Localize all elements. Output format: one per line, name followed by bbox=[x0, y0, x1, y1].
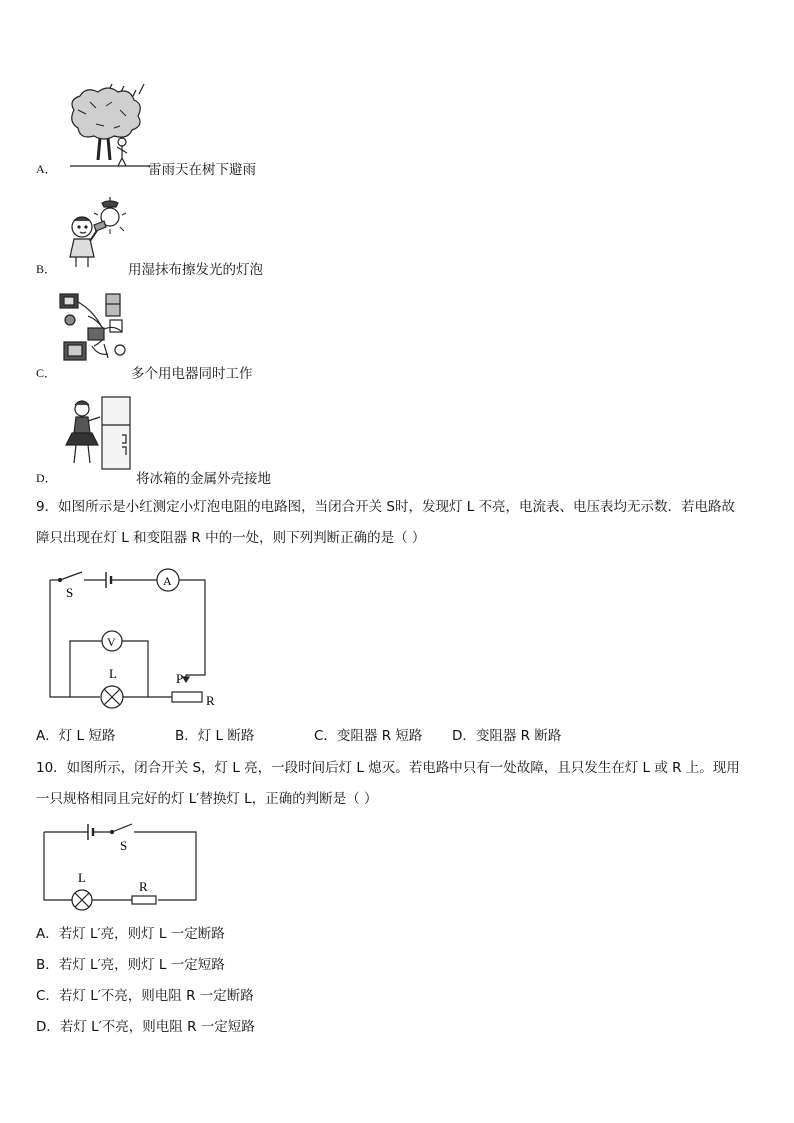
option-caption: 多个用电器同时工作 bbox=[131, 366, 253, 382]
option-letter: C． bbox=[36, 366, 57, 380]
q9-option-d[interactable]: D．变阻器 R 断路 bbox=[452, 728, 562, 744]
q10-option-b[interactable]: B．若灯 L′亮，则灯 L 一定短路 bbox=[36, 957, 225, 973]
q10-stem-line2: 一只规格相同且完好的灯 L′替换灯 L，正确的判断是（ ） bbox=[36, 791, 378, 807]
q9-stem-line1: 9．如图所示是小红测定小灯泡电阻的电路图，当闭合开关 S时，发现灯 L 不亮，电流表、电压表均无示数．若电路故 bbox=[36, 499, 736, 515]
fridge-ground-picture bbox=[62, 395, 134, 475]
circuit-label-voltmeter: V bbox=[107, 635, 116, 649]
resistor-icon bbox=[132, 896, 156, 904]
q8-option-d[interactable] bbox=[36, 395, 296, 485]
circuit-label-rheostat: R bbox=[206, 693, 215, 708]
option-caption: 将冰箱的金属外壳接地 bbox=[136, 471, 271, 487]
lamp-icon bbox=[72, 890, 92, 910]
circuit-label-switch: S bbox=[66, 585, 74, 600]
switch-icon bbox=[60, 572, 82, 580]
circuit-label-resistor: R bbox=[139, 879, 148, 894]
option-caption: 用湿抹布擦发光的灯泡 bbox=[128, 262, 263, 278]
q9-circuit-diagram bbox=[40, 565, 230, 715]
q9-option-b[interactable]: B．灯 L 断路 bbox=[175, 728, 255, 744]
q8-option-a[interactable] bbox=[36, 80, 296, 180]
wipe-bulb-picture bbox=[60, 195, 132, 270]
circuit-label-switch: S bbox=[120, 838, 128, 853]
option-letter: A． bbox=[36, 162, 57, 176]
circuit-label-lamp: L bbox=[109, 666, 117, 681]
tree-rain-picture bbox=[60, 80, 156, 170]
option-letter: D． bbox=[36, 471, 57, 485]
q9-option-c[interactable]: C．变阻器 R 短路 bbox=[314, 728, 423, 744]
q9-option-a[interactable]: A．灯 L 短路 bbox=[36, 728, 116, 744]
circuit-label-slider: P bbox=[176, 671, 184, 686]
rheostat-icon bbox=[172, 692, 202, 702]
option-letter: B． bbox=[36, 262, 57, 276]
battery-icon bbox=[88, 824, 93, 840]
q10-option-c[interactable]: C．若灯 L′不亮，则电阻 R 一定断路 bbox=[36, 988, 254, 1004]
many-appliances-picture bbox=[58, 290, 136, 370]
option-caption: 雷雨天在树下避雨 bbox=[148, 162, 256, 178]
q10-circuit-diagram bbox=[36, 820, 206, 915]
circuit-label-lamp: L bbox=[78, 870, 86, 885]
q9-stem-line2: 障只出现在灯 L 和变阻器 R 中的一处，则下列判断正确的是（ ） bbox=[36, 530, 426, 546]
q8-option-c[interactable] bbox=[36, 290, 296, 380]
circuit-label-ammeter: A bbox=[163, 574, 172, 588]
switch-icon bbox=[112, 824, 132, 832]
q8-option-b[interactable] bbox=[36, 195, 296, 280]
q10-option-a[interactable]: A．若灯 L′亮，则灯 L 一定断路 bbox=[36, 926, 225, 942]
lamp-icon bbox=[101, 686, 123, 708]
q10-stem-line1: 10．如图所示，闭合开关 S，灯 L 亮，一段时间后灯 L 熄灭。若电路中只有一处故障，且只发生在灯 L 或 R 上。现用 bbox=[36, 760, 740, 776]
battery-icon bbox=[106, 572, 111, 588]
q10-option-d[interactable]: D．若灯 L′不亮，则电阻 R 一定短路 bbox=[36, 1019, 255, 1035]
